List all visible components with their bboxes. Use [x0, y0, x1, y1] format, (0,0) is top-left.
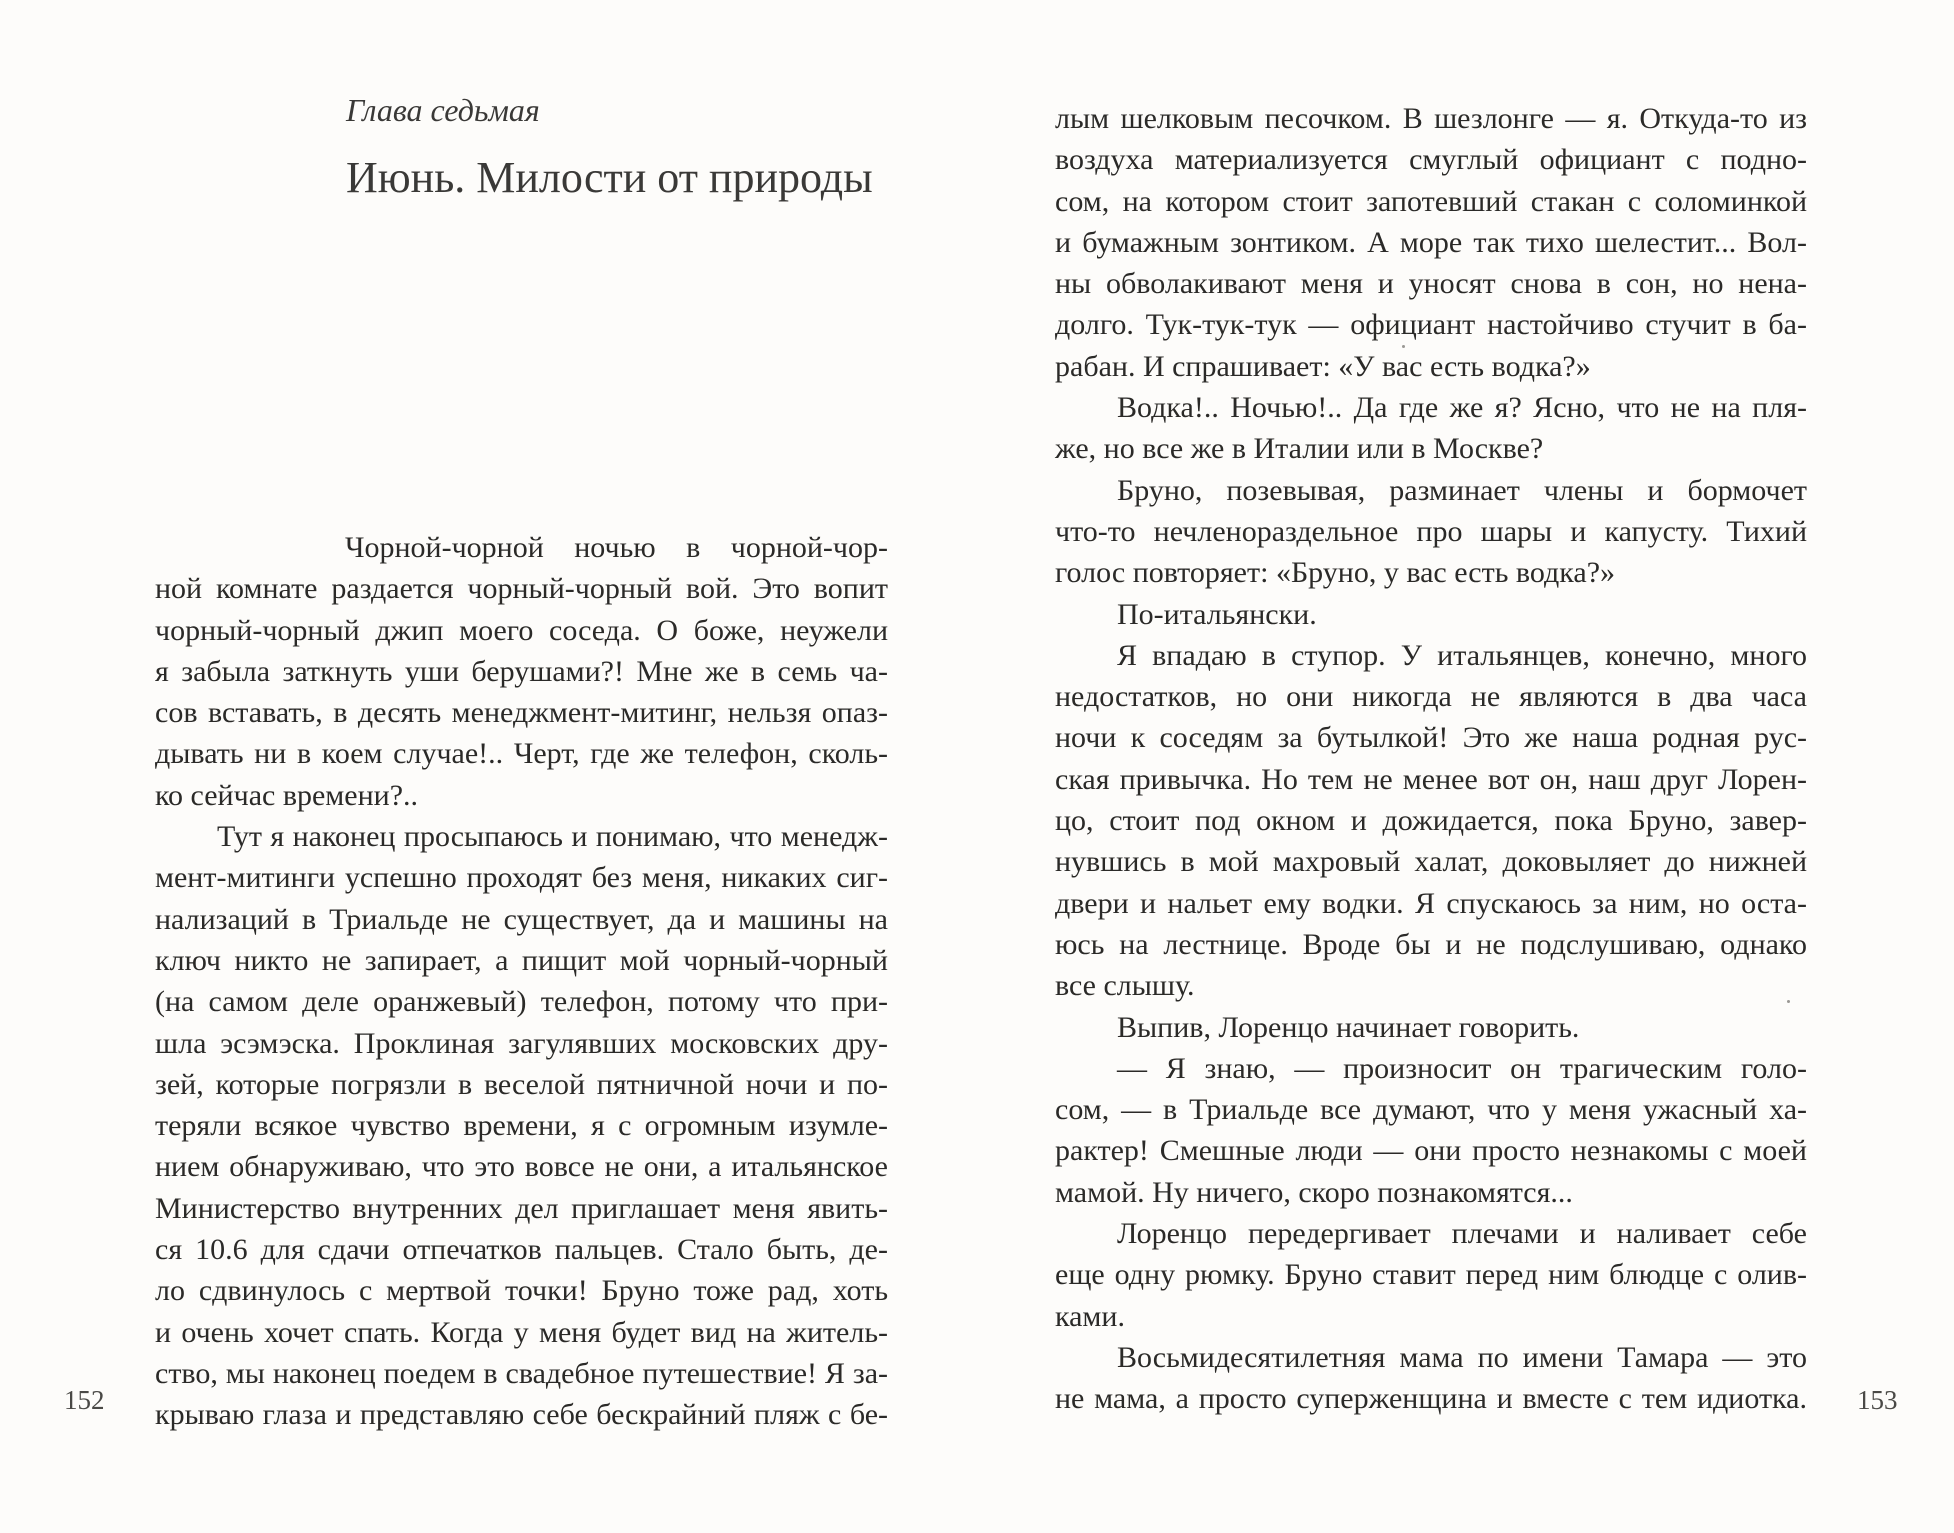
text-line: сом, на котором стоит запотевший стакан с соломинкой: [1055, 184, 1807, 218]
text-line: двери и нальет ему водки. Я спускаюсь за ним, но оста-: [1055, 886, 1807, 920]
text-line: (на самом деле оранжевый) телефон, потому что при-: [155, 985, 888, 1019]
paper-speck: [1787, 1000, 1790, 1003]
text-line: и очень хочет спать. Когда у меня будет вид на житель-: [155, 1315, 888, 1349]
text-line: что-то нечленораздельное про шары и капусту. Тихий: [1055, 514, 1807, 548]
text-line: ся 10.6 для сдачи отпечатков пальцев. Стало быть, де-: [155, 1233, 888, 1267]
text-line: ками.: [1055, 1299, 1125, 1333]
text-line: зей, которые погрязли в веселой пятничной ночи и по-: [155, 1067, 888, 1101]
left-page-text: [155, 527, 888, 1436]
text-line: Лоренцо передергивает плечами и наливает себе: [1117, 1217, 1807, 1251]
text-line: не мама, а просто суперженщина и вместе с тем идиотка.: [1055, 1382, 1807, 1416]
text-line: Чорной-чорной ночью в чорной-чор-: [345, 531, 888, 564]
text-line: Министерство внутренних дел приглашает меня явить-: [155, 1191, 888, 1225]
right-page: [977, 0, 1954, 1533]
text-line: нием обнаруживаю, что это вовсе не они, а итальянское: [155, 1150, 888, 1184]
text-line: нализаций в Триальде не существует, да и машины на: [155, 902, 888, 936]
text-line: недостатков, но они никогда не являются в два часа: [1055, 680, 1807, 714]
chapter-label: Глава седьмая: [346, 92, 540, 128]
text-line: ны обволакивают меня и уносят снова в сон, но нена-: [1055, 267, 1807, 301]
text-line: Я впадаю в ступор. У итальянцев, конечно, много: [1117, 638, 1807, 672]
text-line: Выпив, Лоренцо начинает говорить.: [1117, 1010, 1580, 1044]
text-line: еще одну рюмку. Бруно ставит перед ним блюдце с олив-: [1055, 1258, 1807, 1292]
text-line: юсь на лестнице. Вроде бы и не подслушиваю, однако: [1055, 927, 1807, 961]
text-line: Водка!.. Ночью!.. Да где же я? Ясно, что не на пля-: [1117, 391, 1807, 425]
text-line: Бруно, позевывая, разминает члены и бормочет: [1117, 473, 1807, 507]
page-number-left: 152: [64, 1385, 105, 1415]
text-line: рабан. И спрашивает: «У вас есть водка?»: [1055, 349, 1591, 383]
text-line: сов вставать, в десять менеджмент-митинг, нельзя опаз-: [155, 696, 888, 730]
text-line: сом, — в Триальде все думают, что у меня ужасный ха-: [1055, 1093, 1807, 1127]
text-line: же, но все же в Италии или в Москве?: [1055, 432, 1544, 466]
text-line: все слышу.: [1055, 969, 1195, 1003]
text-line: я забыла заткнуть уши берушами?! Мне же в семь ча-: [155, 654, 888, 688]
text-line: По-итальянски.: [1117, 597, 1317, 631]
text-line: — Я знаю, — произносит он трагическим голо-: [1117, 1051, 1807, 1085]
text-line: нувшись в мой махровый халат, доковыляет до нижней: [1055, 845, 1807, 879]
text-line: ной комнате раздается чорный-чорный вой. Это вопит: [155, 572, 888, 606]
text-line: цо, стоит под окном и дожидается, пока Бруно, завер-: [1055, 804, 1807, 838]
text-line: ключ никто не запирает, а пищит мой чорный-чорный: [155, 943, 888, 977]
text-line: мент-митинги успешно проходят без меня, никаких сиг-: [155, 861, 888, 895]
text-line: воздуха материализуется смуглый официант с подно-: [1055, 143, 1807, 177]
text-line: лым шелковым песочком. В шезлонге — я. Откуда-то из: [1055, 102, 1807, 135]
text-line: рактер! Смешные люди — они просто незнакомы с моей: [1055, 1134, 1807, 1168]
text-line: ночи к соседям за бутылкой! Это же наша родная рус-: [1055, 721, 1807, 755]
right-page-text: [1055, 98, 1807, 1420]
text-line: ская привычка. Но тем не менее вот он, наш друг Лорен-: [1055, 762, 1807, 796]
text-line: и бумажным зонтиком. А море так тихо шелестит... Вол-: [1055, 225, 1807, 259]
text-line: шла эсэмэска. Проклиная загулявших московских дру-: [155, 1026, 888, 1060]
text-line: ство, мы наконец поедем в свадебное путешествие! Я за-: [155, 1356, 888, 1390]
text-line: дывать ни в коем случае!.. Черт, где же телефон, сколь-: [155, 737, 888, 771]
text-line: мамой. Ну ничего, скоро познакомятся...: [1055, 1175, 1573, 1209]
text-line: голос повторяет: «Бруно, у вас есть водка?»: [1055, 556, 1616, 590]
text-line: ко сейчас времени?..: [155, 778, 419, 812]
page-number-right: 153: [1857, 1385, 1898, 1415]
text-line: Тут я наконец просыпаюсь и понимаю, что менедж-: [217, 820, 888, 854]
text-line: теряли всякое чувство времени, я с огромным изумле-: [155, 1109, 888, 1143]
text-line: Восьмидесятилетняя мама по имени Тамара — это: [1117, 1340, 1807, 1374]
chapter-title: Июнь. Милости от природы: [346, 153, 873, 202]
text-line: крываю глаза и представляю себе бескрайний пляж с бе-: [155, 1398, 888, 1432]
text-line: долго. Тук-тук-тук — официант настойчиво стучит в ба-: [1055, 308, 1807, 342]
paper-speck: [1402, 345, 1405, 348]
text-line: ло сдвинулось с мертвой точки! Бруно тоже рад, хоть: [155, 1274, 888, 1308]
text-line: чорный-чорный джип моего соседа. О боже, неужели: [155, 613, 888, 647]
